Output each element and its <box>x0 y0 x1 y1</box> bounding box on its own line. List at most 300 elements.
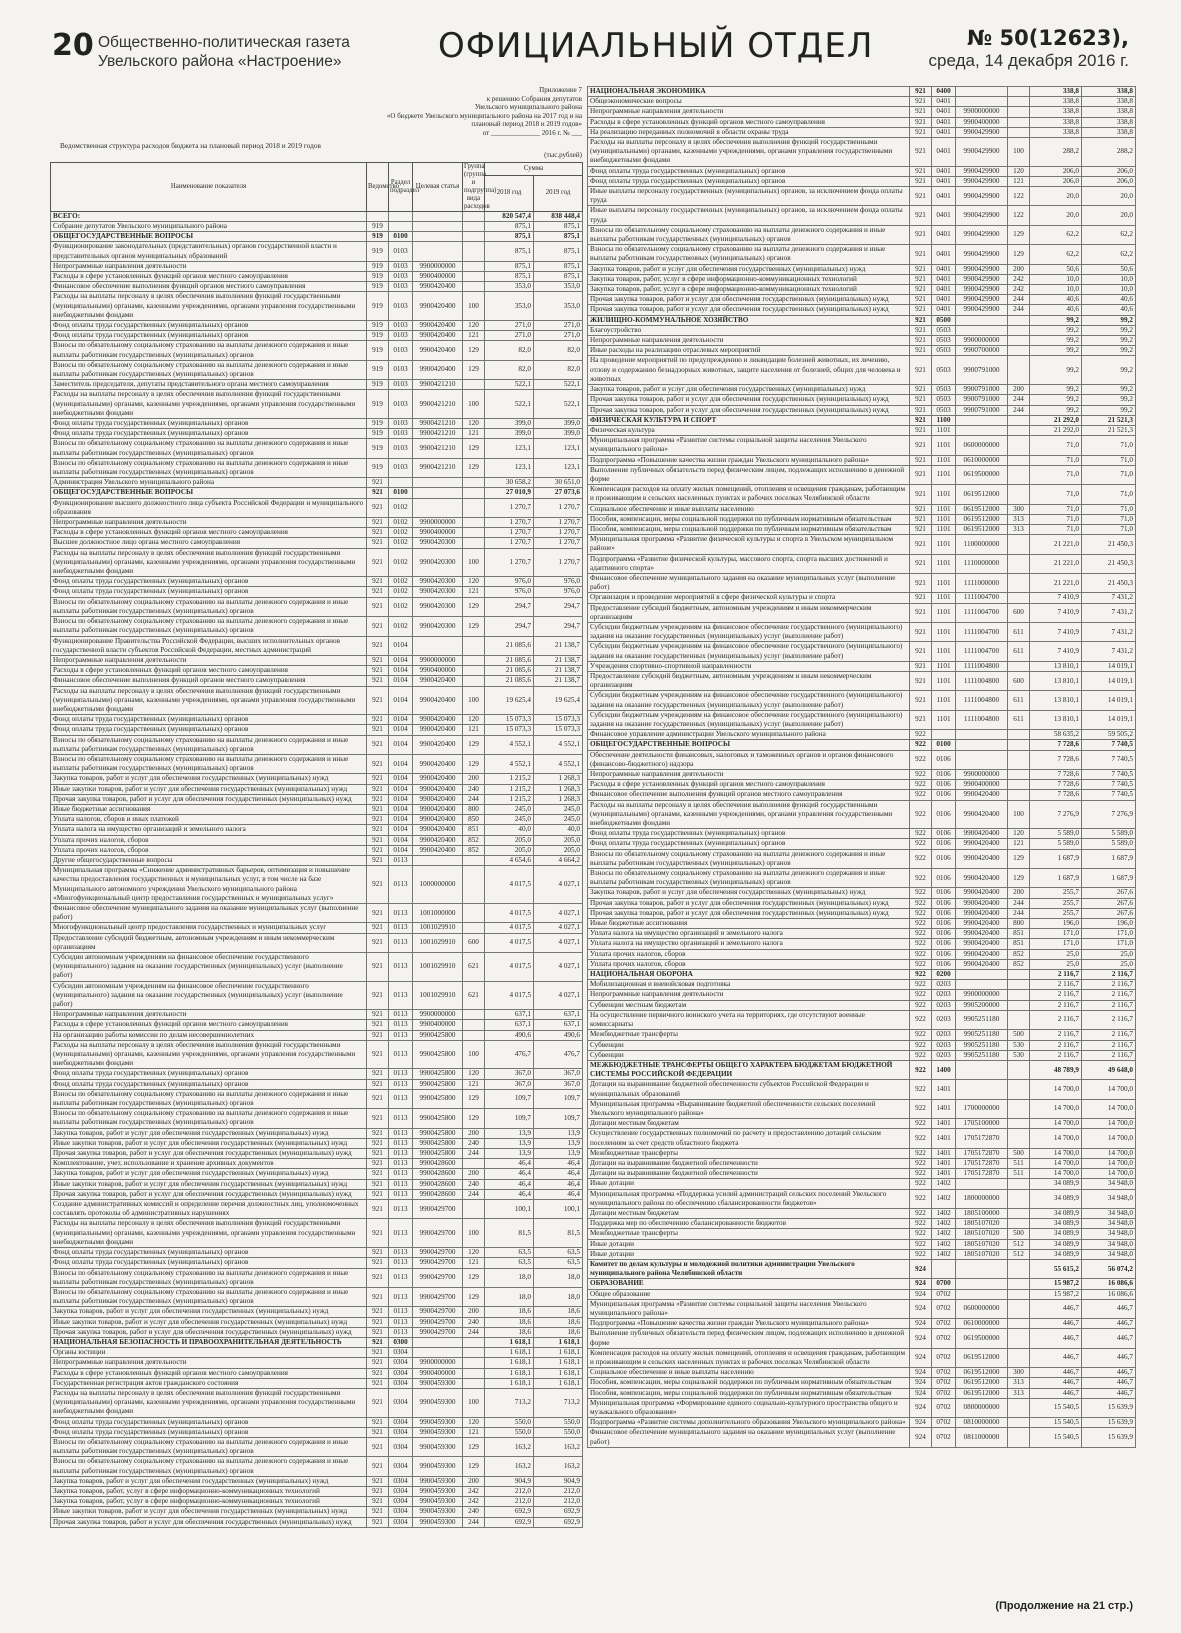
cell-y2019: 399,0 <box>534 429 583 439</box>
cell-rz: 0103 <box>389 292 413 321</box>
cell-vr: 120 <box>1008 829 1030 839</box>
cell-ved: 922 <box>910 829 932 839</box>
cell-y2018: 212,0 <box>485 1497 534 1507</box>
cell-cs: 1001029910 <box>413 933 463 952</box>
table-row <box>51 528 583 538</box>
cell-rz: 0106 <box>932 919 956 929</box>
cell-name: Общеэкономические вопросы <box>588 97 910 107</box>
cell-name: Муниципальная программа «Развитие системы социальной защиты населения Увельского муниципального района» <box>588 436 910 455</box>
cell-name: Расходы в сфере установленных функций органов местного самоуправления <box>51 1020 367 1030</box>
cell-name: Закупка товаров, работ, услуг в сфере информационно-коммуникационных технологий <box>588 285 910 295</box>
cell-vr: 100 <box>463 686 485 715</box>
cell-name: Взносы по обязательному социальному страхованию на выплаты денежного содержания и иные выплаты работникам государственных (муниципальных) органов <box>51 458 367 477</box>
table-row <box>51 1248 583 1258</box>
cell-y2018: 1 687,9 <box>1030 849 1082 868</box>
table-row <box>588 325 1136 335</box>
cell-name: Взносы по обязательному социальному страхованию на выплаты денежного содержания и иные выплаты работникам государственных (муниципальных) органов <box>588 225 910 244</box>
cell-rz: 0106 <box>932 849 956 868</box>
cell-name: Закупка товаров, работ, услуг в сфере информационно-коммуникационных технологий <box>588 274 910 284</box>
cell-vr: 244 <box>463 794 485 804</box>
cell-cs: 1111004700 <box>956 593 1008 603</box>
cell-y2019: 14 700,0 <box>1082 1148 1136 1158</box>
cell-cs: 9900420400 <box>956 790 1008 800</box>
cell-y2018: 99,2 <box>1030 336 1082 346</box>
cell-cs <box>956 415 1008 425</box>
cell-y2019: 399,0 <box>534 419 583 429</box>
cell-rz: 1402 <box>932 1219 956 1229</box>
table-row <box>588 285 1136 295</box>
cell-ved: 921 <box>367 1268 389 1287</box>
cell-y2018: 255,7 <box>1030 888 1082 898</box>
table-row <box>51 1486 583 1496</box>
cell-y2018: 99,2 <box>1030 346 1082 356</box>
cell-y2018: 71,0 <box>1030 465 1082 484</box>
cell-vr <box>463 923 485 933</box>
cell-name: Расходы в сфере установленных функций органов местного самоуправления <box>51 666 367 676</box>
table-row <box>51 321 583 331</box>
cell-y2018: 21 221,0 <box>1030 554 1082 573</box>
cell-ved: 921 <box>910 415 932 425</box>
cell-name: Администрация Увельского муниципального района <box>51 478 367 488</box>
table-row <box>588 790 1136 800</box>
table-row <box>588 315 1136 325</box>
table-row <box>588 138 1136 167</box>
cell-y2018: 875,1 <box>485 271 534 281</box>
cell-vr <box>1008 455 1030 465</box>
cell-y2018: 82,0 <box>485 341 534 360</box>
cell-ved: 921 <box>367 784 389 794</box>
cell-vr <box>463 1020 485 1030</box>
cell-cs <box>956 97 1008 107</box>
cell-y2019: 18,6 <box>534 1327 583 1337</box>
cell-rz: 0113 <box>389 1268 413 1287</box>
cell-ved: 919 <box>367 380 389 390</box>
cell-rz: 1101 <box>932 710 956 729</box>
cell-vr <box>463 1358 485 1368</box>
cell-rz: 0702 <box>932 1319 956 1329</box>
cell-name: Закупка товаров, работ и услуг для обеспечения государственных (муниципальных) нужд <box>588 385 910 395</box>
cell-vr: 511 <box>1008 1158 1030 1168</box>
cell-y2019: 875,1 <box>534 221 583 231</box>
table-row <box>588 465 1136 484</box>
cell-name: Иные бюджетные ассигнования <box>588 919 910 929</box>
cell-cs: 9900000000 <box>956 770 1008 780</box>
cell-vr <box>1008 436 1030 455</box>
cell-name: Иные бюджетные ассигнования <box>51 804 367 814</box>
cell-ved: 924 <box>910 1299 932 1318</box>
cell-rz <box>932 1259 956 1278</box>
cell-ved: 921 <box>367 1368 389 1378</box>
cell-y2018: 21 085,6 <box>485 676 534 686</box>
cell-rz: 0113 <box>389 1089 413 1108</box>
cell-name: Создание административных комиссий и определение перечня должностных лиц, уполномоченных составлять протоколы об административных нарушениях <box>51 1200 367 1219</box>
cell-y2019: 367,0 <box>534 1069 583 1079</box>
table-row <box>588 671 1136 690</box>
cell-y2018: 40,0 <box>485 825 534 835</box>
cell-ved: 922 <box>910 898 932 908</box>
cell-name: Иные выплаты персоналу государственных (муниципальных) органов, за исключением фонда оплаты труда <box>588 206 910 225</box>
cell-rz: 0104 <box>389 735 413 754</box>
cell-y2018: 14 700,0 <box>1030 1099 1082 1118</box>
cell-ved: 922 <box>910 949 932 959</box>
cell-ved: 921 <box>367 1189 389 1199</box>
cell-ved: 921 <box>367 1010 389 1020</box>
cell-y2019: 10,0 <box>1082 285 1136 295</box>
cell-ved: 921 <box>910 166 932 176</box>
cell-rz: 1101 <box>932 425 956 435</box>
cell-vr <box>1008 1208 1030 1218</box>
cell-cs: 9900459300 <box>413 1476 463 1486</box>
cell-name: Пособия, компенсации, меры социальной поддержки по публичным нормативным обязательствам <box>588 514 910 524</box>
cell-ved: 921 <box>367 1128 389 1138</box>
cell-ved: 924 <box>910 1398 932 1417</box>
cell-name: Подпрограмма «Развитие системы дополнительного образования Увельского муниципального района» <box>588 1418 910 1428</box>
cell-cs: 9900420400 <box>413 825 463 835</box>
cell-y2018: 2 116,7 <box>1030 970 1082 980</box>
cell-vr <box>1008 535 1030 554</box>
cell-vr: 852 <box>1008 959 1030 969</box>
cell-vr: 200 <box>463 1476 485 1486</box>
cell-cs: 1805107020 <box>956 1229 1008 1239</box>
cell-cs: 0619512000 <box>956 1368 1008 1378</box>
cell-cs: 9900420400 <box>413 835 463 845</box>
cell-ved: 921 <box>367 903 389 922</box>
cell-y2019: 14 700,0 <box>1082 1158 1136 1168</box>
cell-cs: 1110000000 <box>956 554 1008 573</box>
cell-y2018: 71,0 <box>1030 514 1082 524</box>
table-row <box>51 1010 583 1020</box>
cell-vr: 300 <box>1008 504 1030 514</box>
cell-vr <box>463 1368 485 1378</box>
cell-vr <box>1008 593 1030 603</box>
table-row <box>588 990 1136 1000</box>
table-row <box>588 395 1136 405</box>
cell-name: Расходы на выплаты персоналу в целях обеспечения выполнения функций государственными (муниципальными) органами, казенными учреждениями, органами управления государственными внебюджетными фондами <box>51 1040 367 1069</box>
cell-cs: 9900425800 <box>413 1109 463 1128</box>
cell-cs: 9900429700 <box>413 1327 463 1337</box>
cell-cs <box>956 980 1008 990</box>
cell-rz: 0102 <box>389 577 413 587</box>
table-row <box>588 898 1136 908</box>
cell-ved: 921 <box>367 845 389 855</box>
cell-name: Финансовое обеспечение муниципального задания на оказание муниципальных услуг (выполнение работ) <box>588 573 910 592</box>
cell-y2018: 338,8 <box>1030 107 1082 117</box>
cell-vr <box>463 1348 485 1358</box>
cell-y2019: 2 116,7 <box>1082 970 1136 980</box>
cell-cs: 9900000000 <box>956 107 1008 117</box>
cell-ved: 921 <box>367 855 389 865</box>
cell-cs: 9900459300 <box>413 1388 463 1417</box>
table-row <box>51 1427 583 1437</box>
cell-rz: 0106 <box>932 829 956 839</box>
table-row <box>51 981 583 1010</box>
cell-ved: 922 <box>910 740 932 750</box>
cell-ved: 921 <box>367 1378 389 1388</box>
cell-y2019: 82,0 <box>534 360 583 379</box>
cell-ved: 919 <box>367 232 389 242</box>
table-row <box>588 1080 1136 1099</box>
cell-y2019: 34 948,0 <box>1082 1239 1136 1249</box>
cell-y2019: 21 138,7 <box>534 666 583 676</box>
cell-y2019: 63,5 <box>534 1258 583 1268</box>
cell-y2019: 353,0 <box>534 292 583 321</box>
cell-y2019: 34 948,0 <box>1082 1189 1136 1208</box>
cell-y2019: 4 552,1 <box>534 754 583 773</box>
cell-y2018: 15 987,2 <box>1030 1279 1082 1289</box>
cell-rz: 0106 <box>932 888 956 898</box>
cell-name: Иные дотации <box>588 1239 910 1249</box>
cell-rz: 0106 <box>932 800 956 829</box>
cell-vr: 120 <box>463 1069 485 1079</box>
cell-ved: 921 <box>910 385 932 395</box>
cell-rz: 0103 <box>389 242 413 261</box>
cell-ved: 921 <box>910 524 932 534</box>
cell-y2018: 1 618,1 <box>485 1358 534 1368</box>
cell-vr: 300 <box>1008 1368 1030 1378</box>
cell-y2019: 18,0 <box>534 1287 583 1306</box>
cell-vr <box>1008 980 1030 990</box>
cell-name: На осуществление первичного воинского учета на территориях, где отсутствуют военные комиссариаты <box>588 1010 910 1029</box>
table-row <box>588 1279 1136 1289</box>
cell-name: Взносы по обязательному социальному страхованию на выплаты денежного содержания и иные выплаты работникам государственных (муниципальных) органов <box>51 1268 367 1287</box>
cell-rz: 0104 <box>389 686 413 715</box>
page-header <box>0 0 1181 80</box>
cell-y2019: 7 740,5 <box>1082 790 1136 800</box>
cell-y2019: 1 618,1 <box>534 1358 583 1368</box>
cell-y2018: 205,0 <box>485 835 534 845</box>
cell-name: Фонд оплаты труда государственных (муниципальных) органов <box>588 166 910 176</box>
cell-cs: 0810000000 <box>956 1418 1008 1428</box>
cell-cs: 9900429900 <box>956 225 1008 244</box>
cell-ved: 922 <box>910 1040 932 1050</box>
cell-name: Прочая закупка товаров, работ и услуг для обеспечения государственных (муниципальных) нужд <box>51 1149 367 1159</box>
cell-rz: 1401 <box>932 1099 956 1118</box>
cell-y2018: 7 728,6 <box>1030 740 1082 750</box>
cell-y2018: 4 654,6 <box>485 855 534 865</box>
cell-ved: 921 <box>910 554 932 573</box>
cell-cs <box>413 478 463 488</box>
cell-y2019: 446,7 <box>1082 1329 1136 1348</box>
cell-vr: 800 <box>1008 919 1030 929</box>
cell-vr <box>1008 117 1030 127</box>
cell-vr: 100 <box>1008 138 1030 167</box>
cell-rz: 0401 <box>932 117 956 127</box>
cell-rz: 0113 <box>389 1079 413 1089</box>
cell-rz: 1101 <box>932 593 956 603</box>
cell-cs: 1700000000 <box>956 1099 1008 1118</box>
cell-rz: 1101 <box>932 455 956 465</box>
cell-y2018: 21 085,6 <box>485 666 534 676</box>
cell-ved: 921 <box>910 346 932 356</box>
cell-ved: 921 <box>910 225 932 244</box>
table-row <box>588 1050 1136 1060</box>
cell-name: Организация и проведение мероприятий в сфере физической культуры и спорта <box>588 593 910 603</box>
cell-ved: 921 <box>910 245 932 264</box>
cell-ved: 921 <box>367 1248 389 1258</box>
cell-y2019: 163,2 <box>534 1457 583 1476</box>
cell-y2018: 63,5 <box>485 1258 534 1268</box>
cell-y2018: 7 410,9 <box>1030 622 1082 641</box>
cell-vr <box>1008 415 1030 425</box>
cell-vr: 240 <box>463 1317 485 1327</box>
cell-rz: 1101 <box>932 436 956 455</box>
cell-y2018: 1 215,2 <box>485 774 534 784</box>
cell-y2019: 1 618,1 <box>534 1337 583 1347</box>
cell-ved: 919 <box>367 331 389 341</box>
cell-vr: 240 <box>463 784 485 794</box>
cell-name: Фонд оплаты труда государственных (муниципальных) органов <box>51 715 367 725</box>
cell-vr <box>463 528 485 538</box>
cell-ved: 921 <box>910 117 932 127</box>
cell-name: Уплата прочих налогов, сборов <box>51 835 367 845</box>
cell-y2018: 99,2 <box>1030 315 1082 325</box>
cell-y2019: 2 116,7 <box>1082 990 1136 1000</box>
cell-rz: 1401 <box>932 1158 956 1168</box>
cell-rz: 0100 <box>932 740 956 750</box>
cell-rz: 1100 <box>932 415 956 425</box>
cell-rz: 0113 <box>389 1307 413 1317</box>
cell-vr: 121 <box>1008 176 1030 186</box>
cell-ved: 921 <box>367 715 389 725</box>
cell-y2018: 255,7 <box>1030 898 1082 908</box>
table-row <box>51 835 583 845</box>
cell-y2019: 21 138,7 <box>534 676 583 686</box>
table-row <box>51 390 583 419</box>
cell-y2018: 1 270,7 <box>485 528 534 538</box>
table-row <box>588 730 1136 740</box>
cell-y2019: 367,0 <box>534 1079 583 1089</box>
cell-rz: 0702 <box>932 1368 956 1378</box>
cell-name: ОБЩЕГОСУДАРСТВЕННЫЕ ВОПРОСЫ <box>588 740 910 750</box>
cell-name: Взносы по обязательному социальному страхованию на выплаты денежного содержания и иные выплаты работникам государственных (муниципальных) органов <box>51 735 367 754</box>
table-row <box>51 1307 583 1317</box>
cell-rz: 0203 <box>932 1040 956 1050</box>
cell-y2019: 14 700,0 <box>1082 1169 1136 1179</box>
cell-cs: 1001029910 <box>413 923 463 933</box>
cell-ved: 921 <box>367 488 389 498</box>
cell-y2019: 171,0 <box>1082 929 1136 939</box>
table-row <box>51 271 583 281</box>
cell-ved: 922 <box>910 1030 932 1040</box>
cell-y2019: 4 027,1 <box>534 981 583 1010</box>
table-row <box>588 710 1136 729</box>
table-row <box>588 750 1136 769</box>
cell-ved: 921 <box>367 597 389 616</box>
cell-cs: 9900420400 <box>956 939 1008 949</box>
cell-rz: 0304 <box>389 1517 413 1527</box>
cell-ved: 921 <box>910 710 932 729</box>
table-row <box>51 360 583 379</box>
cell-rz: 0503 <box>932 405 956 415</box>
cell-vr <box>1008 87 1030 97</box>
cell-name: Расходы на выплаты персоналу в целях обеспечения выполнения функций государственными (муниципальными) органами, казенными учреждениями, органами управления государственными внебюджетными фондами <box>51 1388 367 1417</box>
cell-vr <box>1008 1189 1030 1208</box>
cell-cs: 1000000000 <box>413 866 463 904</box>
cell-y2018: 2 116,7 <box>1030 1040 1082 1050</box>
cell-vr <box>463 518 485 528</box>
section-title: ОФИЦИАЛЬНЫЙ ОТДЕЛ <box>438 26 874 66</box>
cell-vr <box>1008 1129 1030 1148</box>
cell-cs: 9900420400 <box>413 341 463 360</box>
cell-cs: 9900429900 <box>956 176 1008 186</box>
cell-cs: 9900420300 <box>413 597 463 616</box>
cell-cs: 9900791000 <box>956 356 1008 385</box>
cell-y2019: 40,6 <box>1082 295 1136 305</box>
cell-name: Пособия, компенсации, меры социальной поддержки по публичным нормативным обязательствам <box>588 524 910 534</box>
cell-rz: 1401 <box>932 1148 956 1158</box>
cell-y2018: 34 089,9 <box>1030 1179 1082 1189</box>
cell-y2018: 271,0 <box>485 321 534 331</box>
cell-name: Подпрограмма «Развитие физической культуры, массового спорта, спорта высших достижений и адаптивного спорта» <box>588 554 910 573</box>
cell-rz: 0104 <box>389 815 413 825</box>
cell-ved: 921 <box>367 1179 389 1189</box>
cell-rz: 0106 <box>932 770 956 780</box>
cell-ved: 921 <box>367 1149 389 1159</box>
cell-vr <box>463 380 485 390</box>
cell-rz: 0102 <box>389 587 413 597</box>
cell-y2018: 20,0 <box>1030 206 1082 225</box>
cell-rz: 0113 <box>389 923 413 933</box>
cell-y2019: 4 552,1 <box>534 735 583 754</box>
cell-cs: 9900791000 <box>956 395 1008 405</box>
cell-name: Функционирование высшего должностного лица субъекта Российской Федерации и муниципального образования <box>51 498 367 517</box>
table-row <box>588 1348 1136 1367</box>
table-row <box>588 1189 1136 1208</box>
table-row <box>588 346 1136 356</box>
cell-ved: 922 <box>910 770 932 780</box>
cell-rz: 1401 <box>932 1080 956 1099</box>
table-row <box>588 1289 1136 1299</box>
table-row <box>51 458 583 477</box>
cell-name: Финансовое управление администрации Увельского муниципального района <box>588 730 910 740</box>
cell-name: Субвенции местным бюджетам <box>588 1000 910 1010</box>
cell-vr: 129 <box>463 360 485 379</box>
cell-ved: 924 <box>910 1388 932 1398</box>
cell-y2019: 19 625,4 <box>534 686 583 715</box>
cell-y2019: 21 450,3 <box>1082 554 1136 573</box>
cell-name: Закупка товаров, работ и услуг для обеспечения государственных (муниципальных) нужд <box>51 1128 367 1138</box>
cell-vr <box>1008 1259 1030 1278</box>
cell-vr: 121 <box>463 331 485 341</box>
cell-cs: 0811000000 <box>956 1428 1008 1447</box>
cell-name: Межбюджетные трансферты <box>588 1030 910 1040</box>
cell-vr: 600 <box>1008 603 1030 622</box>
cell-vr: 851 <box>1008 929 1030 939</box>
table-row <box>51 1507 583 1517</box>
cell-cs <box>413 242 463 261</box>
cell-ved: 921 <box>367 1219 389 1248</box>
cell-y2019: 15 639,9 <box>1082 1398 1136 1417</box>
cell-ved: 921 <box>367 825 389 835</box>
table-row <box>51 804 583 814</box>
cell-y2018: 123,1 <box>485 439 534 458</box>
table-row <box>51 1368 583 1378</box>
cell-rz: 0702 <box>932 1428 956 1447</box>
cell-rz: 1402 <box>932 1179 956 1189</box>
cell-rz: 0203 <box>932 990 956 1000</box>
cell-ved: 924 <box>910 1378 932 1388</box>
cell-rz: 0702 <box>932 1388 956 1398</box>
table-row <box>51 1128 583 1138</box>
cell-cs: 0619512000 <box>956 524 1008 534</box>
cell-cs <box>413 636 463 655</box>
cell-rz: 0401 <box>932 225 956 244</box>
cell-y2018: 4 017,5 <box>485 903 534 922</box>
cell-ved: 922 <box>910 990 932 1000</box>
cell-y2019: 4 027,1 <box>534 923 583 933</box>
cell-y2018: 976,0 <box>485 577 534 587</box>
cell-ved: 921 <box>367 1358 389 1368</box>
